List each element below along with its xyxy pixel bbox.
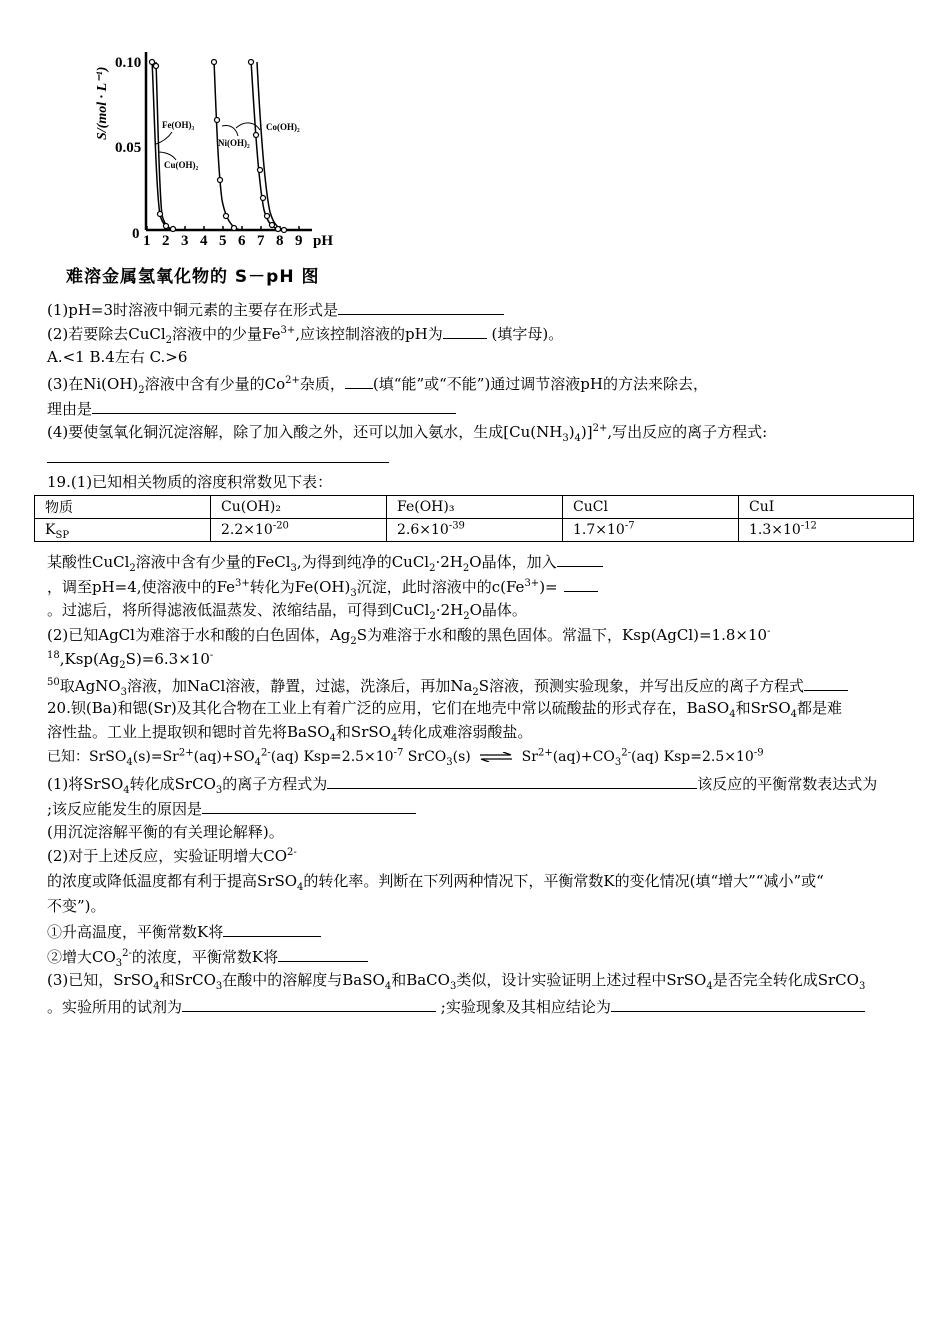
q18-options: A.<1 B.4左右 C.>6 <box>47 348 188 366</box>
co-oh2-curve-2 <box>257 62 286 230</box>
table-cell: Fe(OH)₃ <box>387 496 563 519</box>
co-oh2-label: Co(OH)₂ <box>266 122 300 132</box>
answer-blank[interactable] <box>327 772 697 789</box>
y-tick-0-05: 0.05 <box>115 140 142 156</box>
q19-intro: 19.(1)已知相关物质的溶度积常数见下表： <box>47 473 333 491</box>
answer-blank[interactable] <box>443 322 487 339</box>
table-cell: Cu(OH)₂ <box>211 496 387 519</box>
figure-caption: 难溶金属氢氧化物的 S－pH 图 <box>66 267 320 287</box>
x-tick-label: 6 <box>238 233 246 249</box>
table-cell: CuI <box>739 496 914 519</box>
q20-part1: (1)将SrSO$_4$转化成SrCO$_3$的离子方程式为 该反应的平衡常数表达式为 <box>47 772 877 794</box>
q20-line1: 20.钡(Ba)和锶(Sr)及其化合物在工业上有着广泛的应用，它们在地壳中常以硫酸盐的形式存在，BaSO$_4$和SrSO$_4$都是难 <box>47 699 843 720</box>
table-cell: $2.2\times 10^{-20}$ <box>211 519 387 542</box>
table-row <box>35 519 914 542</box>
table-cell: $1.7\times 10^{-7}$ <box>563 519 739 542</box>
q19-line3: 。过滤后，将所得滤液低温蒸发、浓缩结晶，可得到$CuCl_2\cdot 2H_2O$晶体。 <box>47 601 527 622</box>
answer-blank[interactable] <box>92 397 456 414</box>
answer-blank[interactable] <box>564 575 598 592</box>
answer-blank[interactable] <box>223 920 321 937</box>
co-oh2-curve <box>251 60 282 230</box>
x-tick-label: 9 <box>295 233 303 249</box>
x-tick-label: 2 <box>162 233 170 249</box>
x-tick-label: 3 <box>181 233 189 249</box>
fe-oh3-label: Fe(OH)₃ <box>162 120 195 130</box>
table-cell: CuCl <box>563 496 739 519</box>
y-axis-label: S/(mol · L⁻¹) <box>95 66 110 140</box>
q20-part1-reason: ;该反应能发生的原因是 <box>47 797 416 819</box>
answer-blank[interactable] <box>47 446 389 463</box>
answer-blank[interactable] <box>345 372 373 389</box>
q19-part2-line1: (2)已知AgCl为难溶于水和酸的白色固体，$Ag_2S$为难溶于水和酸的黑色固体。常温下，Ksp(AgCl)=1.8×10- <box>47 626 771 647</box>
answer-blank[interactable] <box>338 298 504 315</box>
q20-part2-line3: 不变”)。 <box>47 897 106 915</box>
answer-blank[interactable] <box>557 550 603 567</box>
equilibrium-arrow-icon <box>479 752 513 762</box>
answer-blank[interactable] <box>182 995 436 1012</box>
x-axis-label: pH <box>313 233 334 249</box>
q18-part3: (3)在$Ni(OH)_2$溶液中含有少量的$Co^{2+}$杂质， (填“能”或“不能”)通过调节溶液pH的方法来除去， <box>47 372 708 394</box>
table-cell: 物质 <box>35 496 211 519</box>
answer-blank[interactable] <box>804 674 848 691</box>
ksp-table <box>34 495 914 542</box>
answer-blank[interactable] <box>278 945 368 962</box>
q19-part2-line2: $^{18},Ksp(Ag_2S)=6.3\times 10^-$ <box>47 650 214 671</box>
cu-oh2-label: Cu(OH)₂ <box>164 160 199 170</box>
q18-part4: (4)要使氢氧化铜沉淀溶解，除了加入酸之外，还可以加入氨水，生成$[Cu(NH_3)_4)]^{2+}$,写出反应的离子方程式: <box>47 423 768 444</box>
table-cell: $1.3\times 10^{-12}$ <box>739 519 914 542</box>
x-tick-label: 4 <box>200 233 208 249</box>
q20-part3-line2: 。实验所用的试剂为 ;实验现象及其相应结论为 <box>47 995 865 1017</box>
q20-part3-line1: (3)已知，SrSO$_4$和SrCO$_3$在酸中的溶解度与BaSO$_4$和BaCO$_3$类似，设计实验证明上述过程中SrSO$_4$是否完全转化成SrCO$_3$ <box>47 971 866 992</box>
q18-part4-blank <box>47 446 389 468</box>
q20-known: 已知：$SrSO_4(s)=Sr^{2+}(aq)+SO_4^{2-}(aq)$ $Ksp=2.5\times 10^{-7}$ SrCO$_3$(s) $Sr^{2+}(aq)+CO_3^{2-}(aq)$ $Ksp=2.5\times 10^{-9}$ <box>47 747 764 768</box>
y-tick-0-10: 0.10 <box>115 55 142 71</box>
table-cell: $2.6\times 10^{-39}$ <box>387 519 563 542</box>
q20-part1-note: (用沉淀溶解平衡的有关理论解释)。 <box>47 823 284 841</box>
answer-blank[interactable] <box>202 797 416 814</box>
q19-line2: ，调至pH=4,使溶液中的$Fe^{3+}$转化为$Fe(OH)_3$沉淀，此时溶液中的$c(Fe^{3+})=$ <box>47 575 598 597</box>
q18-reason: 理由是 <box>47 397 456 419</box>
s-ph-chart <box>60 40 360 255</box>
table-cell: $K_{SP}$ <box>35 519 211 542</box>
x-tick-label: 1 <box>143 233 151 249</box>
answer-blank[interactable] <box>611 995 865 1012</box>
q20-case1: ①升高温度，平衡常数K将 <box>47 920 321 942</box>
q18-part2: (2)若要除去CuCl$_2$溶液中的少量$Fe^{3+}$,应该控制溶液的pH为 (填字母)。 <box>47 322 563 344</box>
ni-oh2-label: Ni(OH)₂ <box>218 138 250 148</box>
fe-oh3-curve <box>152 60 176 230</box>
q18-part1: (1)pH=3时溶液中铜元素的主要存在形式是 <box>47 298 504 320</box>
y-tick-0: 0 <box>132 226 140 242</box>
x-tick-label: 8 <box>276 233 284 249</box>
q20-part2-line1: (2)对于上述反应，实验证明增大$CO^{2-}$ <box>47 847 297 865</box>
q20-line2: 溶性盐。工业上提取钡和锶时首先将BaSO$_4$和SrSO$_4$转化成难溶弱酸盐。 <box>47 723 533 744</box>
q19-line1: 某酸性CuCl$_2$溶液中含有少量的FeCl$_3$,为得到纯净的$CuCl_2\cdot 2H_2O$晶体，加入 <box>47 550 603 572</box>
table-header-row <box>35 496 914 519</box>
x-tick-label: 5 <box>219 233 227 249</box>
x-tick-label: 7 <box>257 233 265 249</box>
q20-case2: ②增大$CO_3^{2-}$的浓度，平衡常数K将 <box>47 945 368 967</box>
q20-part2-line2: 的浓度或降低温度都有利于提高SrSO$_4$的转化率。判断在下列两种情况下，平衡常数K的变化情况(填“增大”“减小”或“ <box>47 872 824 893</box>
q19-part2-line3: $^{50}$取AgNO$_3$溶液，加NaCl溶液，静置，过滤，洗涤后，再加$Na_2S$溶液，预测实验现象，并写出反应的离子方程式 <box>47 674 848 696</box>
